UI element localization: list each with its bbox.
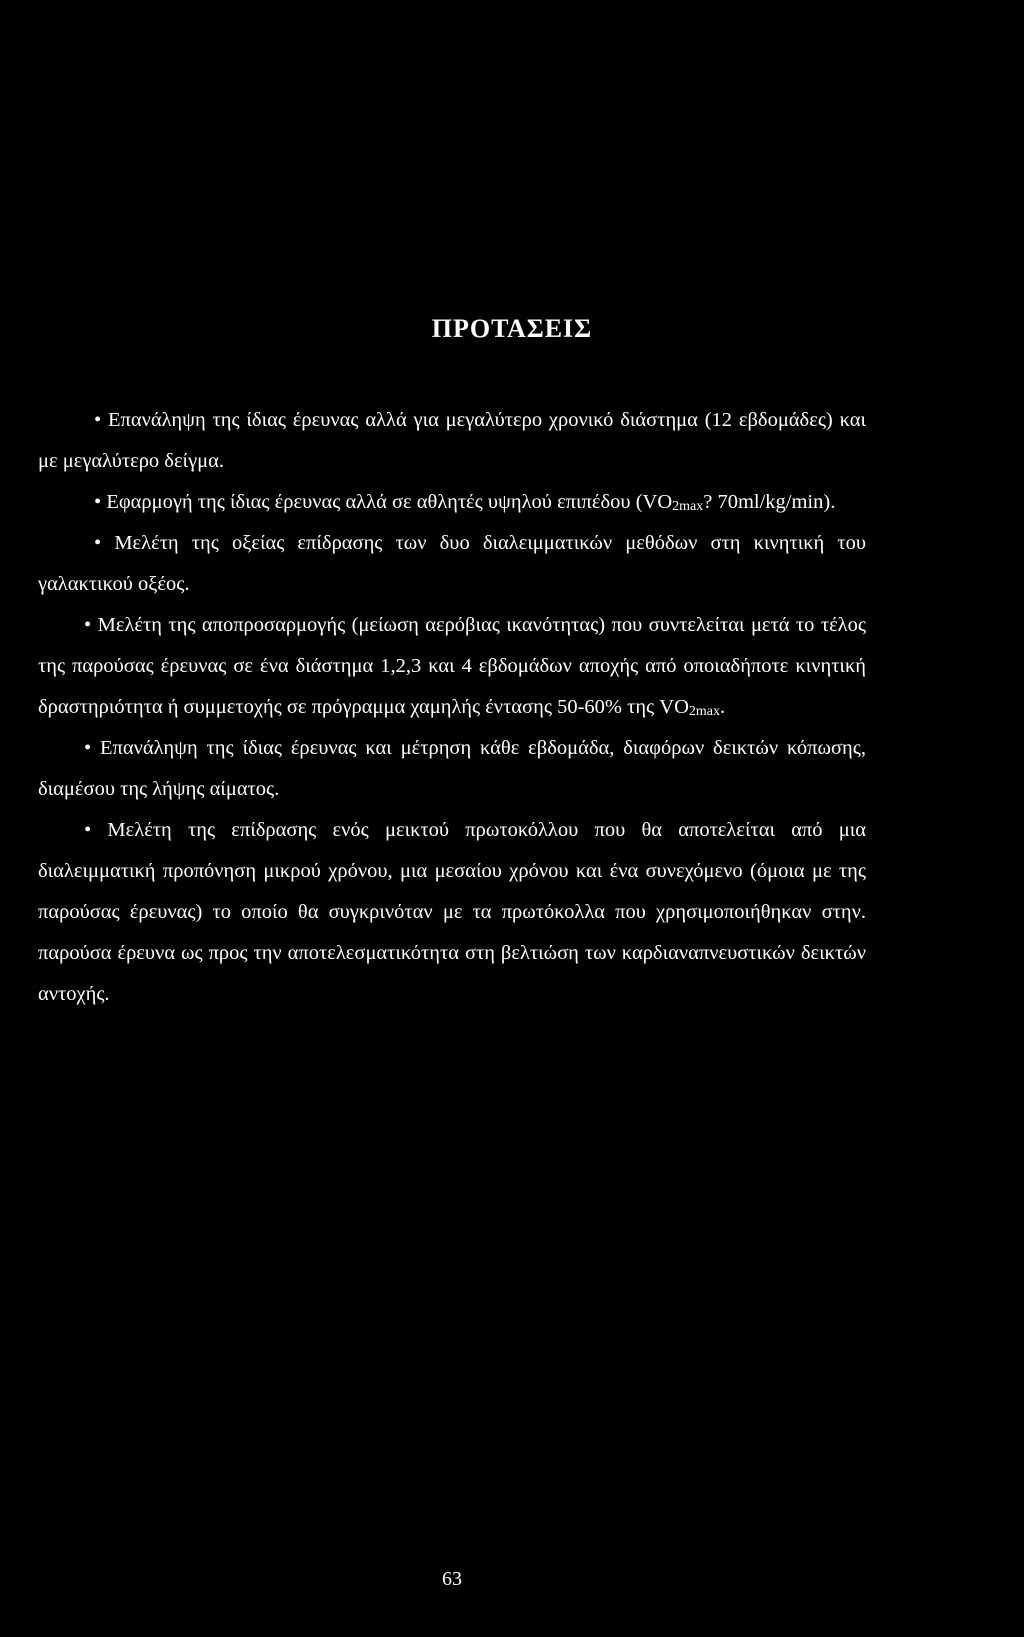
- bullet-icon: •: [94, 532, 102, 554]
- proposal-item-3: [38, 523, 866, 605]
- proposal-item-1: [38, 400, 866, 482]
- proposal-text-2-end: ? 70ml/kg/min).: [703, 491, 836, 513]
- proposal-text-4: Μελέτη της αποπροσαρμογής (μείωση αερόβιας ικανότητας) που συντελείται μετά το τέλος της παρούσας έρευνας σε ένα διάστημα 1,2,3 και 4 εβδομάδων αποχής από οποιαδήποτε κινητική δραστηριότητα ή συμμετοχής σε πρόγραμμα χαμηλής έντασης 50-60% της VO: [38, 614, 866, 718]
- proposal-text-6: Μελέτη της επίδρασης ενός μεικτού πρωτοκόλλου που θα αποτελείται από μια διαλειμματική προπόνηση μικρού χρόνου, μια μεσαίου χρόνου και ένα συνεχόμενο (όμοια με της παρούσας έρευνας) το οποίο θα συγκρινόταν με τα πρωτόκολλα που χρησιμοποιήθηκαν στην. παρούσα έρευνα ως προς την αποτελεσματικότητα στη βελτιώση των καρδιαναπνευστικών δεικτών αντοχής.: [38, 819, 867, 1005]
- page-number: 63: [442, 1568, 462, 1590]
- bullet-icon: •: [94, 409, 102, 431]
- proposal-text-1: Επανάληψη της ίδιας έρευνας αλλά για μεγαλύτερο χρονικό διάστημα (12 εβδομάδες) και με μεγαλύτερο δείγμα.: [38, 409, 866, 472]
- vo2max-subscript: 2max: [672, 499, 704, 514]
- page-title: ΠΡΟΤΑΣΕΙΣ: [431, 314, 593, 343]
- bullet-icon: •: [94, 491, 102, 513]
- proposal-text-4-end: .: [720, 696, 726, 718]
- bullet-icon: •: [84, 737, 92, 759]
- bullet-icon: •: [84, 819, 92, 841]
- proposal-item-4: [38, 605, 866, 728]
- vo2max-subscript: 2max: [688, 704, 721, 719]
- proposal-item-5: [38, 728, 866, 810]
- proposal-item-6: [38, 810, 866, 1015]
- proposal-text-2: Εφαρμογή της ίδιας έρευνας αλλά σε αθλητές υψηλού επιπέδου (VO: [106, 491, 673, 513]
- proposal-item-2: [38, 482, 866, 523]
- bullet-icon: •: [84, 614, 92, 636]
- proposals-list: [38, 400, 866, 1015]
- proposal-text-5: Επανάληψη της ίδιας έρευνας και μέτρηση κάθε εβδομάδα, διαφόρων δεικτών κόπωσης, διαμέσου της λήψης αίματος.: [38, 737, 866, 800]
- proposal-text-3: Μελέτη της οξείας επίδρασης των δυο διαλειμματικών μεθόδων στη κινητική του γαλακτικού οξέος.: [38, 532, 867, 595]
